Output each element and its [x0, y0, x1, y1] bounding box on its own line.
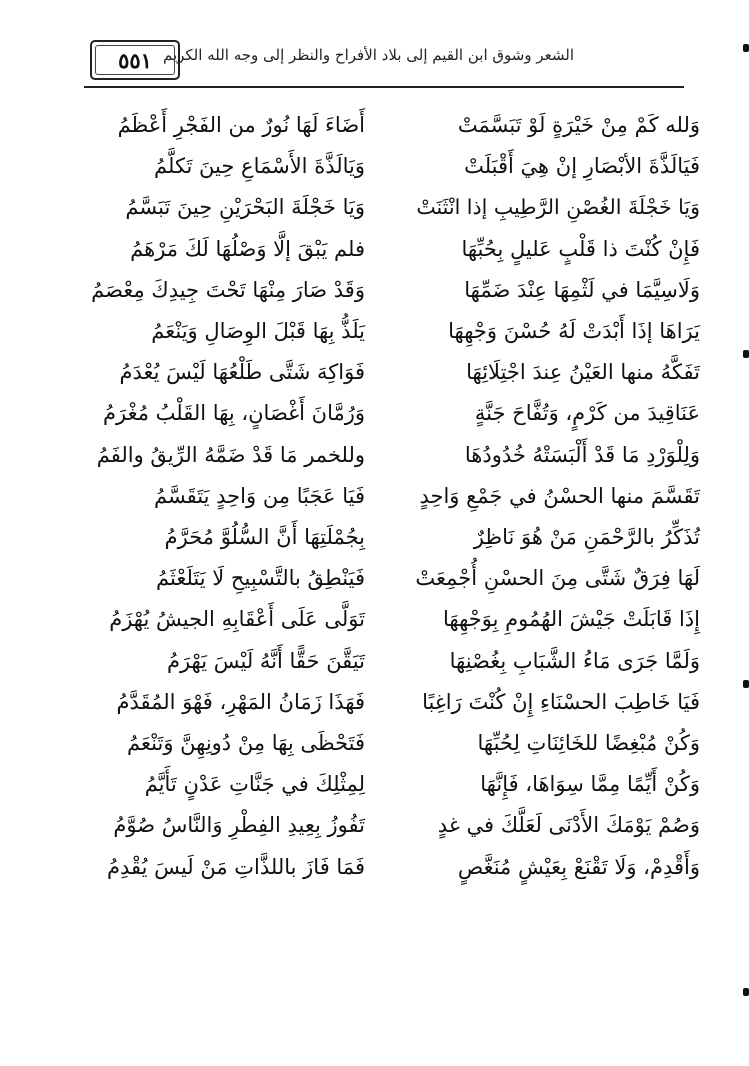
page-header — [84, 30, 684, 88]
verse-second-hemistich: فلم يَبْقَ إلَّا وَصْلُهَا لَكَ مَرْهَمُ — [130, 236, 365, 261]
verse-first-hemistich: تَفَكَّهُ منها العَيْنُ عِندَ اجْتِلَائِهَا — [466, 360, 700, 385]
verse-second-hemistich: وَقَدْ صَارَ مِنْهَا تَحْتَ جِيدِكَ مِعْصَمُ — [91, 277, 365, 302]
verse-second-hemistich: وَيَالَذَّةَ الأَسْمَاعِ حِينَ تَكلَّمُ — [154, 154, 365, 179]
margin-mark — [743, 988, 749, 996]
verse-first-hemistich: تَقَسَّمَ منها الحسْنُ في جَمْعِ وَاحِدٍ — [419, 483, 700, 508]
verse-row — [70, 311, 700, 351]
verse-first-hemistich: وَلله كَمْ مِنْ خَيْرَةٍ لَوْ تَبَسَّمَتْ — [457, 113, 700, 137]
verse-row — [70, 229, 700, 269]
verse-first-hemistich: لَهَا فِرَقٌ شَتَّى مِنَ الحسْنِ أُجْمِعَتْ — [415, 566, 700, 591]
verse-row — [70, 641, 700, 681]
verse-first-hemistich: فَيَا خَاطِبَ الحسْنَاءِ إِنْ كُنْتَ رَاغِبًا — [422, 689, 700, 714]
page-number: ٥٥١ — [90, 40, 180, 80]
verse-row — [70, 847, 700, 887]
verse-row — [70, 270, 700, 310]
verse-first-hemistich: تُذَكِّرُ بالرَّحْمَنِ مَنْ هُوَ نَاظِرٌ — [473, 525, 700, 549]
verse-row — [70, 599, 700, 639]
verse-row — [70, 352, 700, 392]
verse-row — [70, 682, 700, 722]
margin-mark — [743, 44, 749, 52]
verse-first-hemistich: وَلَمَّا جَرَى مَاءُ الشَّبَابِ بِغُصْنِهَا — [449, 648, 700, 673]
header-divider — [84, 86, 684, 88]
margin-mark — [743, 680, 749, 688]
verse-second-hemistich: بِجُمْلَتِهَا أَنَّ السُّلُوَّ مُحَرَّمُ — [164, 525, 365, 549]
verse-second-hemistich: فَمَا فَازَ باللذَّاتِ مَنْ لَيسَ يُقْدِمُ — [107, 854, 365, 879]
verse-second-hemistich: وللخمر مَا قَدْ ضَمَّهُ الرِّيقُ والفَمُ — [96, 442, 365, 467]
verse-row — [70, 393, 700, 433]
verse-first-hemistich: يَرَاهَا إذَا أَبْدَتْ لَهُ حُسْنَ وَجْهِهَا — [448, 319, 700, 343]
verse-second-hemistich: لِمِثْلِكَ في جَنَّاتِ عَدْنٍ تَأَيَّمُ — [144, 772, 365, 797]
verse-second-hemistich: وَيَا خَجْلَةَ البَحْرَيْنِ حِينَ تَبَسَّمُ — [125, 195, 365, 220]
verse-second-hemistich: فَهَذَا زَمَانُ المَهْرِ، فَهْوَ المُقَدَّمُ — [116, 689, 365, 714]
verse-second-hemistich: فَيَا عَجَبًا مِن وَاحِدٍ يَتَقَسَّمُ — [153, 483, 365, 508]
verse-first-hemistich: وَكُنْ أَيِّمًا مِمَّا سِوَاهَا، فَإِنَّهَا — [480, 772, 700, 797]
verse-row — [70, 105, 700, 145]
verse-row — [70, 146, 700, 186]
poem-body — [70, 105, 700, 965]
verse-second-hemistich: تَوَلَّى عَلَى أَعْقَابِهِ الجيشُ يُهْزَمُ — [109, 607, 365, 632]
verse-second-hemistich: يَلَذُّ بِهَا قَبْلَ الوِصَالِ وَيَنْعَمُ — [151, 319, 365, 343]
verse-first-hemistich: وَلِلْوَرْدِ مَا قَدْ أَلْبَسَتْهُ خُدُودُهَا — [464, 442, 700, 467]
verse-first-hemistich: وَكُنْ مُبْغِضًا للخَائِنَاتِ لِحُبِّهَا — [477, 731, 700, 755]
running-title: الشعر وشوق ابن القيم إلى بلاد الأفراح والنظر إلى وجه الله الكريم — [162, 46, 574, 64]
verse-second-hemistich: وَرُمَّانَ أَغْصَانٍ، بِهَا القَلْبُ مُغْرَمُ — [103, 401, 365, 426]
verse-row — [70, 517, 700, 557]
verse-second-hemistich: فَوَاكِهَ شَتَّى طَلْعُهَا لَيْسَ يُعْدَمُ — [119, 360, 365, 385]
verse-row — [70, 476, 700, 516]
verse-row — [70, 805, 700, 845]
verse-row — [70, 764, 700, 804]
verse-second-hemistich: تَيَقَّنَ حَقًّا أَنَّهُ لَيْسَ يَهْرَمُ — [166, 648, 365, 673]
verse-first-hemistich: عَنَاقِيدَ من كَرْمٍ، وَتُفَّاحَ جَنَّةٍ — [474, 401, 700, 426]
verse-row — [70, 558, 700, 598]
verse-first-hemistich: وَلَاسِيَّمَا في لَثْمِهَا عِنْدَ ضَمِّهَا — [464, 277, 700, 302]
verse-first-hemistich: وَصُمْ يَوْمَكَ الأَدْنَى لَعَلَّكَ في غدٍ — [437, 813, 700, 838]
verse-row — [70, 435, 700, 475]
verse-second-hemistich: أَضَاءَ لَهَا نُورٌ من الفَجْرِ أَعْظَمُ — [117, 113, 365, 137]
verse-first-hemistich: فَيَالَذَّةَ الأبْصَارِ إنْ هِيَ أَقْبَلَتْ — [464, 154, 700, 179]
margin-mark — [743, 350, 749, 358]
verse-second-hemistich: تَفُوزُ بِعِيدِ الفِطْرِ وَالنَّاسُ صُوَّمُ — [113, 813, 365, 838]
verse-row — [70, 723, 700, 763]
verse-first-hemistich: إِذَا قَابَلَتْ جَيْشَ الهُمُومِ بِوَجْهِهَا — [442, 607, 700, 632]
verse-first-hemistich: وَأَقْدِمْ، وَلَا تَقْنَعْ بِعَيْشٍ مُنَغَّصٍ — [457, 854, 700, 879]
verse-second-hemistich: فَيَنْطِقُ بالتَّسْبِيحِ لَا يَتَلَعْثَمُ — [156, 566, 365, 591]
verse-first-hemistich: فَإِنْ كُنْتَ ذا قَلْبٍ عَليلٍ بِحُبِّهَا — [461, 236, 700, 261]
verse-first-hemistich: وَيَا خَجْلَةَ الغُصْنِ الرَّطِيبِ إذا انْثَنَتْ — [416, 195, 700, 220]
verse-second-hemistich: فَتَحْظَى بِهَا مِنْ دُونِهِنَّ وَتَنْعَمُ — [127, 731, 365, 755]
verse-row — [70, 187, 700, 227]
